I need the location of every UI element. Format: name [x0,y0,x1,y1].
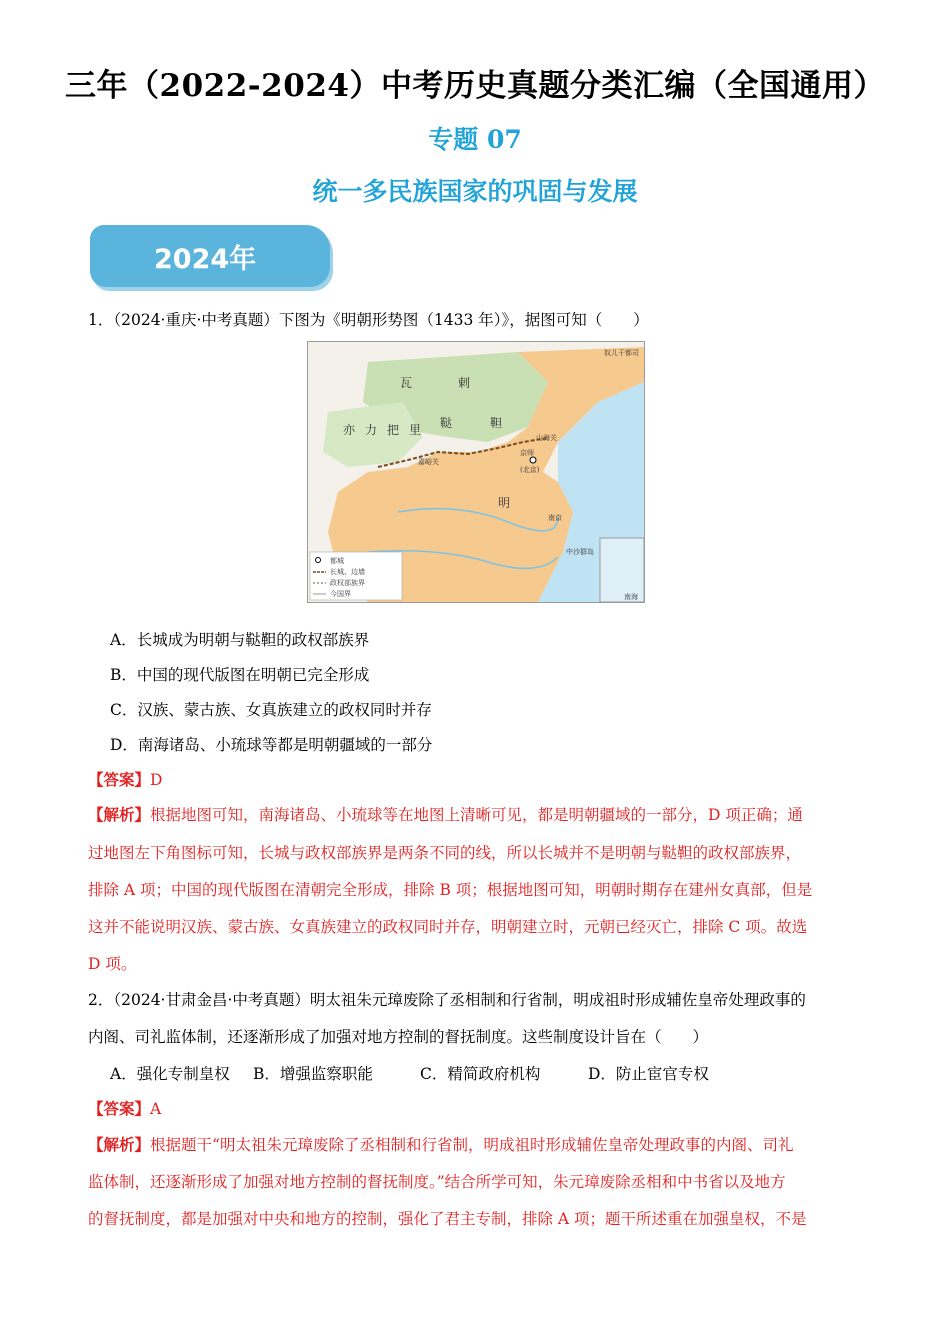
q2-analysis-line-2: 监体制，还逐渐形成了加强对地方控制的督抚制度。”结合所学可知，朱元璋废除丞相和中书省以及地方 [88,1173,786,1191]
label-ba: 把 [387,423,400,437]
q1-analysis-line-4: 这并不能说明汉族、蒙古族、女真族建立的政权同时并存，明朝建立时，元朝已经灭亡，排除 C 项。故选 [88,918,808,936]
topic-subject: 统一多民族国家的巩固与发展 [312,177,638,206]
ming-map-figure [307,341,645,603]
q1-answer-value: D [150,771,163,789]
ming-map-svg [308,342,644,602]
q1-stem: 1．（2024·重庆·中考真题）下图为《明朝形势图（1433 年）》，据图可知（ ） [88,311,649,329]
legend-border: 政权部族界 [330,579,365,587]
legend-capital: 都城 [330,557,344,565]
q2-option-a: A．强化专制皇权 [110,1065,230,1083]
topic-number: 专题 07 [428,125,522,154]
label-li: 力 [365,423,378,437]
map-legend [310,552,402,600]
q2-stem-line-2: 内阁、司礼监体制，还逐渐形成了加强对地方控制的督抚制度。这些制度设计旨在（ ） [88,1028,709,1046]
capital-marker [530,457,536,463]
q2-stem-line-1: 2．（2024·甘肃金昌·中考真题）明太祖朱元璋废除了丞相制和行省制，明成祖时形成辅佐皇帝处理政事的 [88,991,806,1009]
q1-answer-tag: 【答案】 [88,770,151,789]
label-dan: 靼 [490,416,503,430]
label-da: 鞑 [440,416,453,430]
label-la: 剌 [458,376,471,390]
q1-analysis-line-3: 排除 A 项；中国的现代版图在清朝完全形成，排除 B 项；根据地图可知，明朝时期存在建州女真部，但是 [88,881,813,899]
q1-analysis-line-2: 过地图左下角图标可知，长城与政权部族界是两条不同的线，所以长城并不是明朝与鞑靼的政权部族界， [88,844,802,862]
label-nanjing: 南京 [548,514,562,522]
year-badge [90,225,330,287]
q1-analysis-line-5: D 项。 [88,955,137,973]
label-wa: 瓦 [400,376,413,390]
label-jiayuguan: 嘉峪关 [418,458,439,466]
q2-analysis-tag: 【解析】 [88,1135,151,1154]
label-capital: 京师 [520,449,534,457]
label-south-sea: 南海 [624,593,638,601]
legend-modern-border: 今国界 [330,590,351,598]
q2-option-c: C．精简政府机构 [420,1065,541,1083]
label-li2: 里 [409,423,422,437]
q2-answer [88,1097,161,1119]
q2-analysis-line-1: 【解析】根据题干“明太祖朱元璋废除了丞相制和行省制，明成祖时形成辅佐皇帝处理政事的内阁、司礼 [88,1135,794,1154]
document-title: 三年（2022-2024）中考历史真题分类汇编（全国通用） [65,68,885,104]
q2-option-b: B．增强监察职能 [253,1065,373,1083]
q1-analysis-line-1: 【解析】根据地图可知，南海诸岛、小琉球等在地图上清晰可见，都是明朝疆域的一部分，D 项正确；通 [88,805,803,824]
q1-option-b: B．中国的现代版图在明朝已完全形成 [110,666,370,684]
q2-option-d: D．防止宦官专权 [588,1065,709,1083]
q1-option-a: A．长城成为明朝与鞑靼的政权部族界 [110,631,370,649]
year-badge-label: 2024年 [154,244,257,275]
q2-answer-tag: 【答案】 [88,1099,151,1118]
q1-option-d: D．南海诸岛、小琉球等都是明朝疆域的一部分 [110,736,433,754]
label-zhongsha: 中沙群岛 [566,548,594,556]
q2-answer-value: A [150,1100,162,1118]
label-yi: 亦 [343,423,356,437]
q2-analysis-line-3: 的督抚制度，都是加强对中央和地方的控制，强化了君主专制，排除 A 项；题干所述重在加强皇权，不是 [88,1210,807,1228]
label-nurgan: 奴儿干都司 [604,349,639,357]
label-shanhaiguan: 山海关 [536,434,557,442]
legend-wall: 长城、边墙 [330,568,365,576]
q1-analysis-tag: 【解析】 [88,805,151,824]
q1-option-c: C．汉族、蒙古族、女真族建立的政权同时并存 [110,701,432,719]
label-beijing: (北京) [520,466,540,474]
q1-answer [88,768,162,790]
label-ming: 明 [498,496,511,510]
